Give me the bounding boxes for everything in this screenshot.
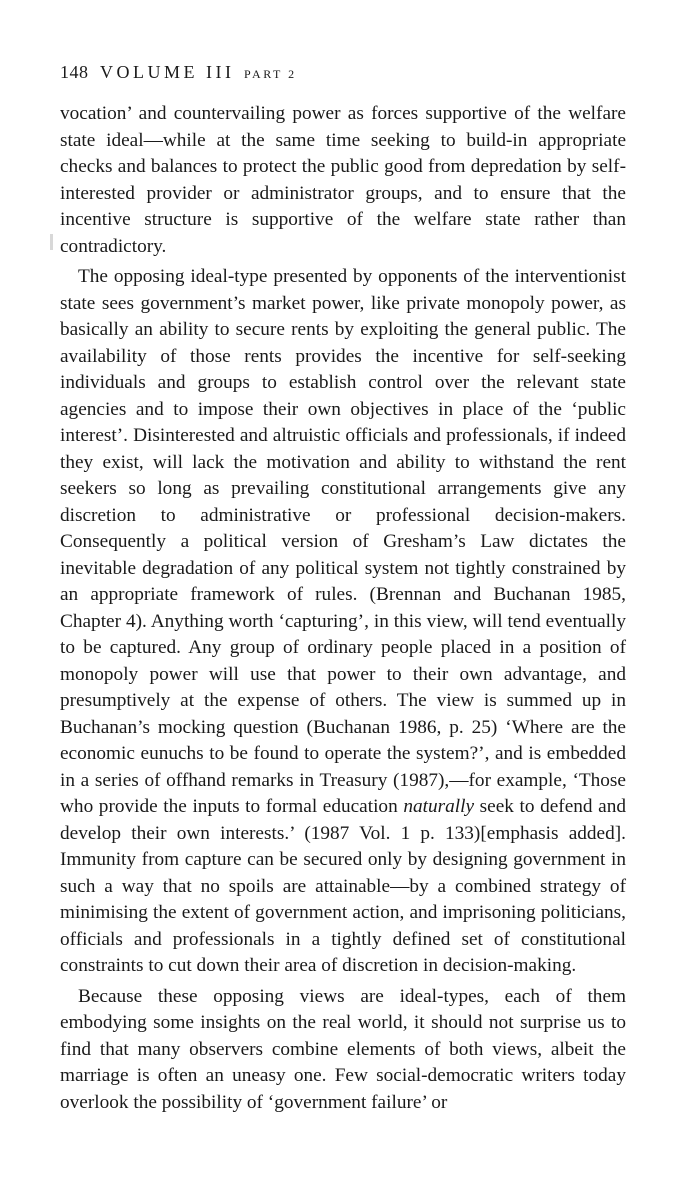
paragraph-ideal-types: Because these opposing views are ideal-types, each of them embodying some insights on the real world, it should not surprise us to find that many observers combine elements of both views, albeit the marriage is often an uneasy one. Few social-democratic writers today overlook the possibility of ‘government failure’ or — [60, 985, 626, 1113]
paragraph-text: The opposing ideal-type presented by opponents of the interventionist state sees government’s market power, like private monopoly power, as basically an ability to secure rents by exploiting the general public. The availability of those rents provides the incentive for self-seeking individuals and groups to establish control over the relevant state agencies and to impose their own objectives in place of the ‘public interest’. Disinterested and altruistic officials and professionals, if indeed they exist, will lack the motivation and ability to withstand the rent seekers so long as prevailing constitutional arrangements give any discretion to administrative or professional decision-makers. Consequently a political version of Gresham’s Law dictates the inevitable degradation of any political system not tightly constrained by an appropriate framework of rules. (Brennan and Buchanan 1985, Chapter 4). Anything worth ‘capturing’, in this view, will tend eventually to be captured. Any group of ordinary people placed in a position of monopoly power will use that power to their own advantage, and presumptively at the expense of others. The view is summed up in Buchanan’s mocking question (Buchanan 1986, p. 25) ‘Where are the economic eunuchs to be found to operate the system?’, and is embedded in a series of offhand remarks in Treasury (1987),—for example, ‘Those who provide the inputs to formal education — [60, 266, 626, 817]
emphasized-word: naturally — [403, 796, 475, 817]
volume-label: VOLUME III — [100, 62, 235, 82]
page-number: 148 — [60, 62, 89, 82]
paragraph-continued: vocation’ and countervailing power as forces supportive of the welfare state ideal—while at the same time seeking to build-in appropriate checks and balances to protect the public good from depredation by self-interested provider or administrator groups, and to ensure that the incentive structure is supportive of the welfare state rather than contradictory. — [60, 103, 626, 257]
book-page — [60, 62, 626, 1116]
paragraph-opposing-ideal-type — [60, 264, 626, 980]
scan-artifact — [50, 234, 53, 250]
part-label: PART 2 — [243, 67, 297, 81]
running-head — [60, 62, 626, 83]
paragraph-text: seek to defend and develop their own interests.’ (1987 Vol. 1 p. 133)[emphasis added]. Immunity from capture can be secured only by designing government in such a way that no spoils are attainable—by a combined strategy of minimising the extent of government action, and imprisoning politicians, officials and professionals in a tightly defined set of constitutional constraints to cut down their area of discretion in decision-making. — [60, 796, 626, 976]
